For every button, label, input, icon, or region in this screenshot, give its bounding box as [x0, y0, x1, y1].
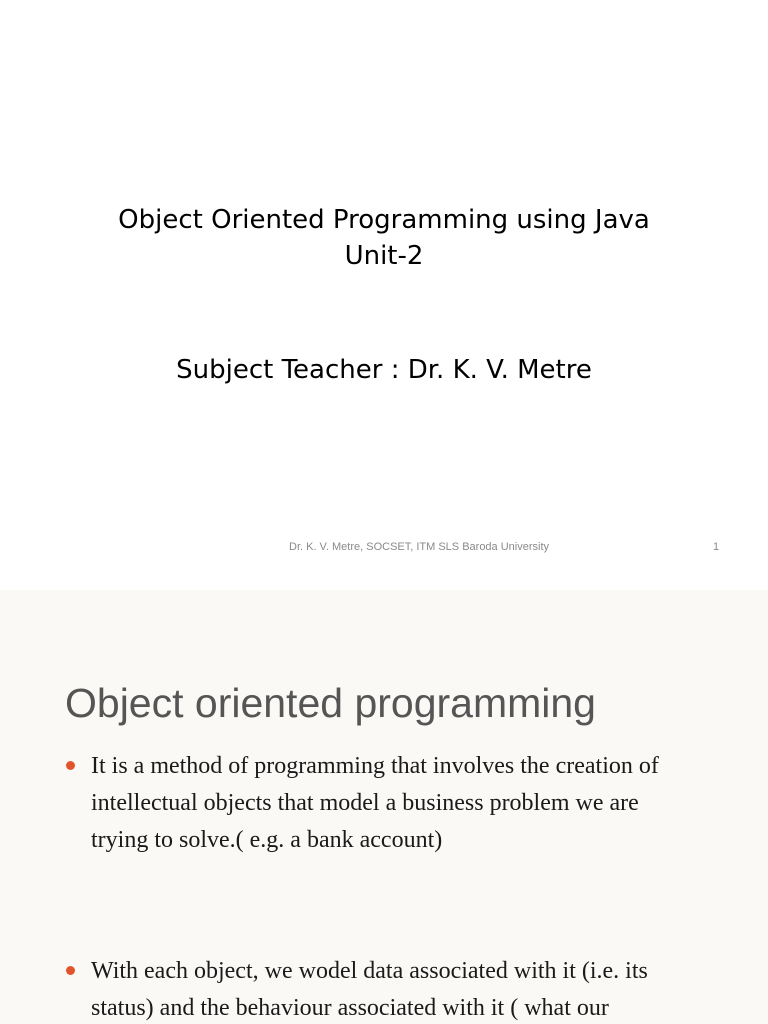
title-line-1: Object Oriented Programming using Java: [118, 205, 650, 235]
bullet-line: With each object, we wodel data associated with it (i.e. its: [91, 958, 648, 984]
bullet-text: [91, 748, 741, 859]
subject-teacher: Subject Teacher : Dr. K. V. Metre: [176, 355, 592, 385]
bullet-dot-icon: [66, 966, 75, 975]
page-number: 1: [713, 541, 720, 553]
bullet-dot-icon: [66, 761, 75, 770]
slide-heading: Object oriented programming: [65, 680, 596, 726]
bullet-text: [91, 953, 741, 1024]
title-line-2: Unit-2: [344, 241, 424, 271]
slide-2: [0, 590, 768, 1024]
slide-footer: Dr. K. V. Metre, SOCSET, ITM SLS Baroda University: [289, 541, 550, 553]
bullet-line: status) and the behaviour associated with it ( what our: [91, 995, 609, 1021]
bullet-line: It is a method of programming that involves the creation of: [91, 753, 659, 779]
bullet-line: intellectual objects that model a business problem we are: [91, 790, 639, 816]
slide-title: [0, 202, 768, 274]
bullet-line: trying to solve.( e.g. a bank account): [91, 827, 443, 853]
